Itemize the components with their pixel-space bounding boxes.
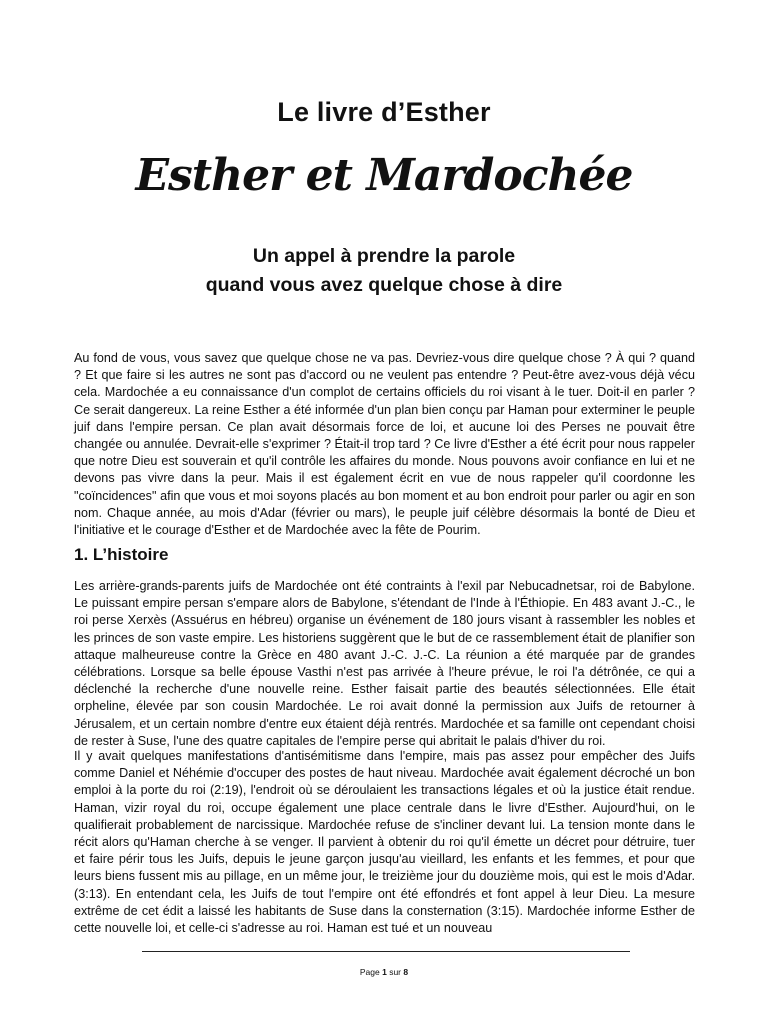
footer-of-word: sur bbox=[389, 967, 402, 977]
subtitle-line-1: Un appel à prendre la parole bbox=[252, 245, 516, 267]
main-title: Esther et Mardochée bbox=[135, 150, 633, 201]
book-title: Le livre d’Esther bbox=[277, 97, 491, 127]
subtitle-line-2: quand vous avez quelque chose à dire bbox=[205, 274, 563, 296]
page-number-footer bbox=[0, 967, 768, 977]
footer-page-number: 1 bbox=[382, 967, 387, 977]
section-heading: 1. L’histoire bbox=[74, 545, 169, 564]
intro-paragraph: Au fond de vous, vous savez que quelque chose ne va pas. Devriez-vous dire quelque chose ? À qui ? quand ? Et que faire si les autres ne sont pas d'accord ou ne veulent pas entendre ? Peut-être avez-vous déjà vécu cela. Mardochée a eu connaissance d'un complot de certains officiels du roi visant à le tuer. Doit-il en parler ? Ce serait dangereux. La reine Esther a été informée d'un plan bien conçu par Haman pour exterminer le peuple juif dans l'empire persan. Ce plan avait désormais force de loi, et aucune loi des Perses ne pouvait être changée ou annulée. Devrait-elle s'exprimer ? Était-il trop tard ? Ce livre d'Esther a été écrit pour nous rappeler que notre Dieu est souverain et qu'il contrôle les affaires du monde. Nous pouvons avoir confiance en lui et ne devons pas vivre dans la peur. Mais il est également écrit en vue de nous rappeler qu'il coordonne les "coïncidences" afin que vous et moi soyons placés au bon moment et au bon endroit pour parler ou agir en son nom. Chaque année, au mois d'Adar (février ou mars), le peuple juif célèbre désormais la bonté de Dieu et l'initiative et le courage d'Esther et de Mardochée avec la fête de Pourim. bbox=[74, 351, 695, 538]
footer-divider bbox=[142, 951, 630, 952]
history-paragraph-1: Les arrière-grands-parents juifs de Mardochée ont été contraints à l'exil par Nebucadnetsar, roi de Babylone. Le puissant empire persan s'empare alors de Babylone, s'étendant de l'Inde à l'Éthiopie. En 483 avant J.-C., le roi perse Xerxès (Assuérus en hébreu) organise un événement de 180 jours visant à rassembler les nobles et les princes de son vaste empire. Les historiens suggèrent que le but de ce rassemblement était de planifier son attaque malheureuse contre la Grèce en 480 avant J.-C. J.-C. La réunion a été marquée par de grandes célébrations. Lorsque sa belle épouse Vasthi n'est pas arrivée à l'heure prévue, le roi l'a détrônée, ce qui a déclenché la recherche d'une nouvelle reine. Esther faisait partie des beautés sélectionnées. Elle était orpheline, élevée par son cousin Mardochée. Le roi avait donné la permission aux Juifs de retourner à Jérusalem, et un certain nombre d'entre eux étaient déjà rentrés. Mardochée et sa famille ont cependant choisi de rester à Suse, l'une des quatre capitales de l'empire perse qui abritait le palais d'hiver du roi. bbox=[74, 579, 695, 748]
footer-page-word: Page bbox=[359, 967, 380, 977]
footer-page-total: 8 bbox=[403, 967, 409, 977]
history-paragraph-2: Il y avait quelques manifestations d'antisémitisme dans l'empire, mais pas assez pour empêcher des Juifs comme Daniel et Néhémie d'occuper des postes de haut niveau. Mardochée avait également décroché un bon emploi à la porte du roi (2:19), l'endroit où se déroulaient les transactions légales et où la justice était rendue. Haman, vizir royal du roi, occupe également une place centrale dans le livre d'Esther. Aujourd'hui, on le qualifierait probablement de narcissique. Mardochée refuse de s'incliner devant lui. La tension monte dans le récit alors qu'Haman cherche à se venger. Il parvient à obtenir du roi qu'il émette un décret pour détruire, tuer et faire périr tous les Juifs, depuis le jeune garçon jusqu'au vieillard, les enfants et les femmes, et pour que leurs biens fussent mis au pillage, en un même jour, le treizième jour du douzième mois, qui est le mois d'Adar. (3:13). En entendant cela, les Juifs de tout l'empire ont été effondrés et font appel à leur Dieu. La mesure extrême de cet édit a laissé les habitants de Suse dans la consternation (3:15). Mardochée informe Esther de cette nouvelle loi, et celle-ci s'adresse au roi. Haman est tué et un nouveau bbox=[74, 749, 695, 936]
